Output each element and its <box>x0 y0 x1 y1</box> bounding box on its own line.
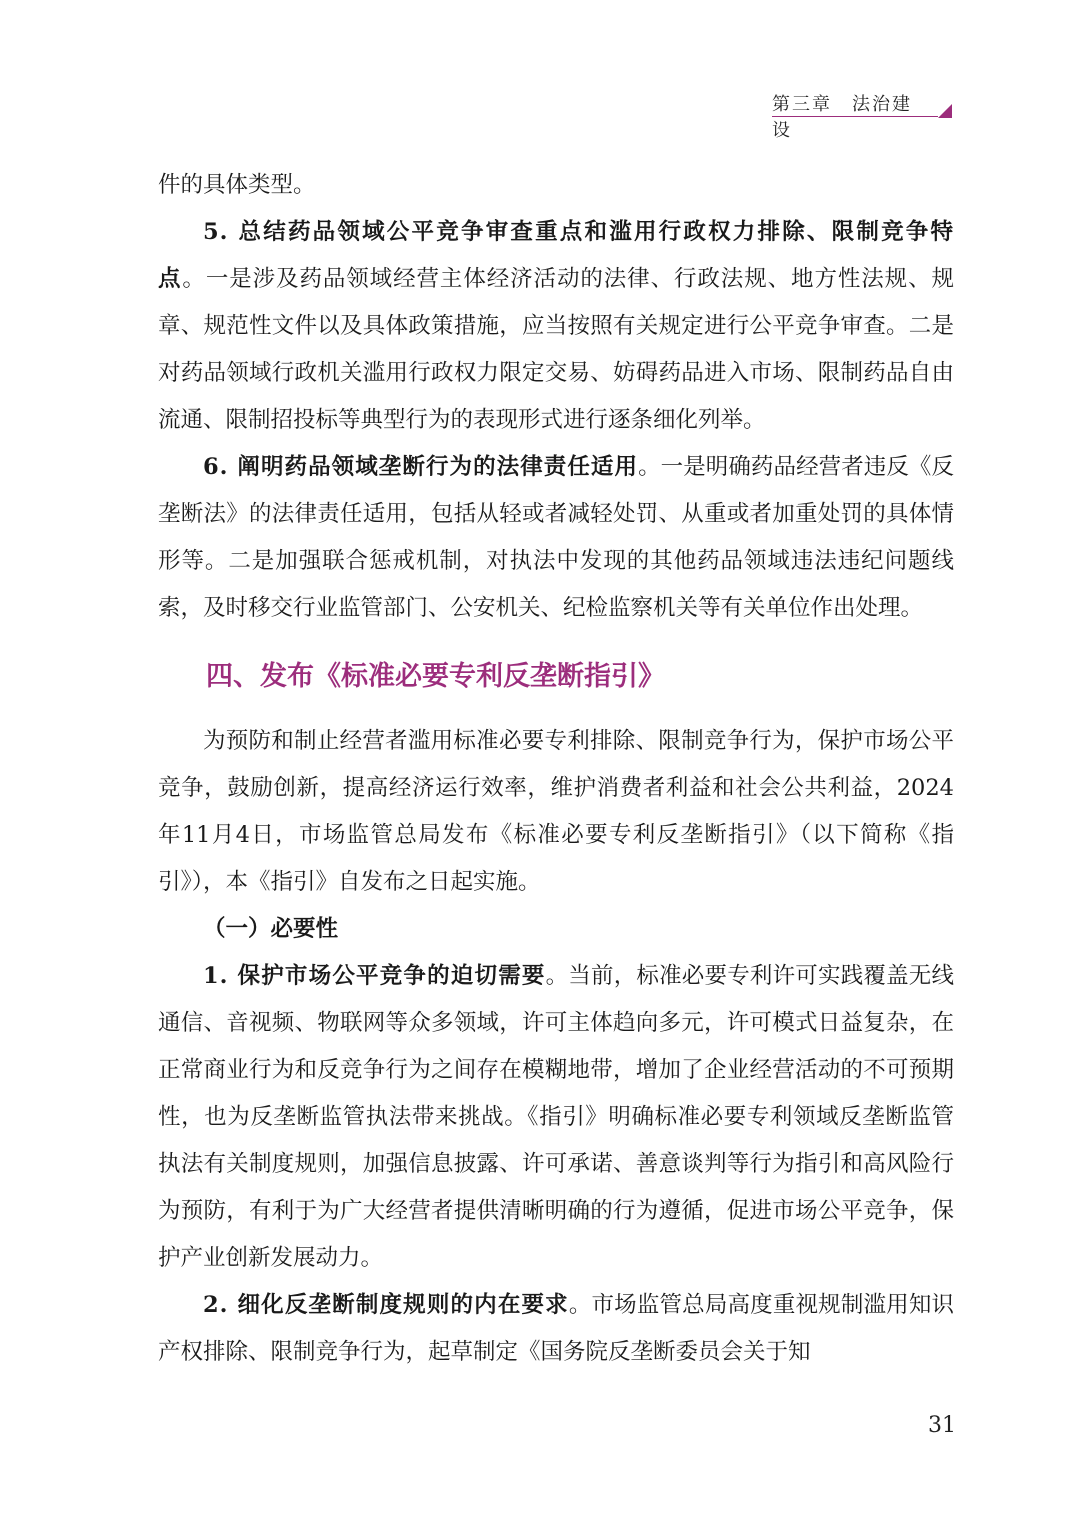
header-triangle-ornament <box>938 104 952 118</box>
item-6-text: 。一是明确药品经营者违反《反垄断法》的法律责任适用，包括从轻或者减轻处罚、从重或者加重处罚的具体情形等。二是加强联合惩戒机制，对执法中发现的其他药品领域违法违纪问题线索，及时移交行业监管部门、公安机关、纪检监察机关等有关单位作出处理。 <box>158 454 954 621</box>
paragraph-intro: 为预防和制止经营者滥用标准必要专利排除、限制竞争行为，保护市场公平竞争，鼓励创新，提高经济运行效率，维护消费者利益和社会公共利益，2024年11月4日，市场监管总局发布《标准必要专利反垄断指引》（以下简称《指引》），本《指引》自发布之日起实施。 <box>158 728 954 895</box>
page-number: 31 <box>928 1413 956 1438</box>
section-title: 四、发布《标准必要专利反垄断指引》 <box>206 661 665 692</box>
page-body <box>158 162 954 1376</box>
item-2-text: 。市场监管总局高度重视规制滥用知识产权排除、限制竞争行为，起草制定《国务院反垄断委员会关于知 <box>158 1292 954 1365</box>
paragraph-item-5 <box>158 209 954 444</box>
running-header <box>772 86 952 141</box>
item-6-heading: 6. 阐明药品领域垄断行为的法律责任适用 <box>203 454 639 480</box>
item-1-text: 。当前，标准必要专利许可实践覆盖无线通信、音视频、物联网等众多领域，许可主体趋向多元，许可模式日益复杂，在正常商业行为和反竞争行为之间存在模糊地带，增加了企业经营活动的不可预期性，也为反垄断监管执法带来挑战。《指引》明确标准必要专利领域反垄断监管执法有关制度规则，加强信息披露、许可承诺、善意谈判等行为指引和高风险行为预防，有利于为广大经营者提供清晰明确的行为遵循，促进市场公平竞争，保护产业创新发展动力。 <box>158 963 954 1271</box>
chapter-title: 第三章 法治建设 <box>772 94 912 141</box>
paragraph-item-6 <box>158 444 954 632</box>
paragraph-item-1 <box>158 953 954 1282</box>
item-2-heading: 2. 细化反垄断制度规则的内在要求 <box>203 1292 569 1318</box>
subheading-necessity: （一）必要性 <box>203 916 339 942</box>
item-1-heading: 1. 保护市场公平竞争的迫切需要 <box>203 963 546 989</box>
item-5-text: 。一是涉及药品领域经营主体经济活动的法律、行政法规、地方性法规、规章、规范性文件以及具体政策措施，应当按照有关规定进行公平竞争审查。二是对药品领域行政机关滥用行政权力限定交易、妨碍药品进入市场、限制药品自由流通、限制招投标等典型行为的表现形式进行逐条细化列举。 <box>158 266 954 433</box>
header-rule <box>772 116 938 117</box>
item-5-heading: 5. 总结药品领域公平竞争审查重点和滥用行政权力排除、限制竞争特点 <box>158 219 954 292</box>
paragraph-item-2 <box>158 1282 954 1376</box>
paragraph-continuation: 件的具体类型。 <box>158 172 316 198</box>
